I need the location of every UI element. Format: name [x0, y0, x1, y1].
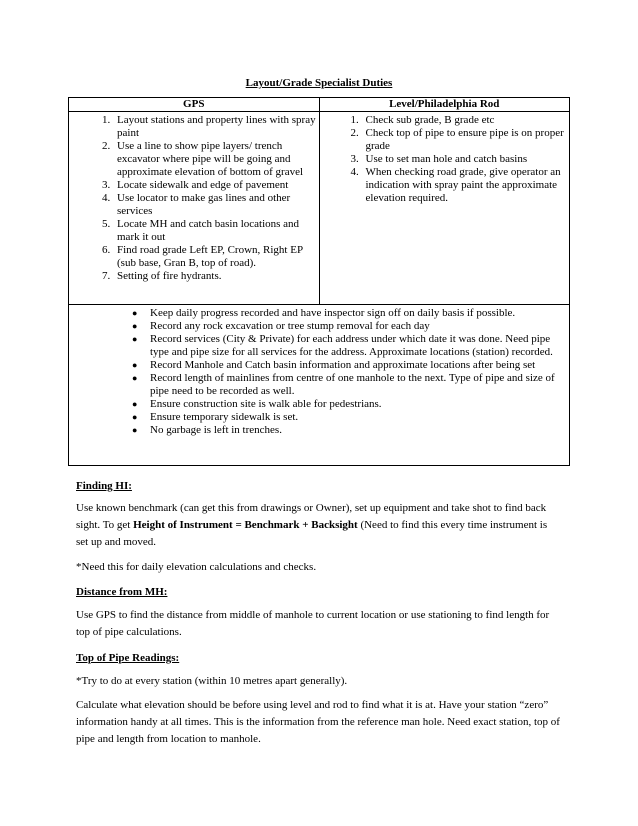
bullet-icon: ●	[132, 425, 138, 435]
finding-hi-text-end: (Need to find this every time instrument is set up and moved.	[76, 519, 548, 548]
gps-item: 3. Locate sidewalk and edge of pavement	[113, 179, 319, 192]
top-of-pipe-paragraph-1: *Try to do at every station (within 10 metres apart generally).	[76, 675, 348, 687]
level-item: 1. Check sub grade, B grade etc	[362, 114, 570, 127]
note-text: Keep daily progress recorded and have inspector sign off on daily basis if possible.	[150, 307, 516, 319]
finding-hi-note: *Need this for daily elevation calculations and checks.	[76, 561, 317, 573]
gps-item: 2. Use a line to show pipe layers/ trench excavator where pipe will be going and approximate elevation of bottom of gravel	[113, 140, 319, 179]
note-item	[132, 307, 569, 320]
gps-item: 5. Locate MH and catch basin locations and mark it out	[113, 218, 319, 244]
note-item	[132, 411, 569, 424]
bullet-icon: ●	[132, 308, 138, 318]
finding-hi-text-start: Use known benchmark (can get this from drawings or Owner), set up equipment and take shot to find back sight. To get	[76, 502, 547, 531]
table-header-row	[69, 98, 570, 112]
notes-cell	[69, 305, 570, 466]
note-item	[132, 424, 569, 437]
note-text: No garbage is left in trenches.	[150, 424, 282, 436]
bullet-icon: ●	[132, 373, 138, 383]
note-text: Ensure temporary sidewalk is set.	[150, 411, 299, 423]
bullet-icon: ●	[132, 399, 138, 409]
note-text: Record services (City & Private) for each address under which date it was done. Need pipe type and pipe size for all services for the address. Approximate locations (station) recorded.	[150, 333, 553, 358]
document-title: Layout/Grade Specialist Duties	[245, 77, 393, 89]
distance-paragraph: Use GPS to find the distance from middle of manhole to current location or use stationing to find length for top of pipe calculations.	[76, 609, 550, 638]
hi-formula: Height of Instrument = Benchmark + Backsight	[133, 519, 358, 531]
level-item: 2. Check top of pipe to ensure pipe is on proper grade	[362, 127, 570, 153]
finding-hi-heading: Finding HI:	[76, 480, 132, 492]
note-item	[132, 320, 569, 333]
note-item	[132, 398, 569, 411]
gps-item: 7. Setting of fire hydrants.	[113, 270, 319, 283]
note-text: Ensure construction site is walk able for pedestrians.	[150, 398, 382, 410]
bullet-icon: ●	[132, 321, 138, 331]
gps-cell	[69, 112, 320, 305]
gps-column-header: GPS	[69, 98, 320, 112]
table-notes-row	[69, 305, 570, 466]
bullet-icon: ●	[132, 360, 138, 370]
notes-list	[69, 307, 569, 437]
level-column-header: Level/Philadelphia Rod	[319, 98, 570, 112]
bullet-icon: ●	[132, 412, 138, 422]
note-text: Record any rock excavation or tree stump removal for each day	[150, 320, 430, 332]
gps-item: 4. Use locator to make gas lines and other services	[113, 192, 319, 218]
level-cell	[319, 112, 570, 305]
gps-list	[69, 114, 319, 283]
level-item: 4. When checking road grade, give operator an indication with spray paint the approximate elevation required.	[362, 166, 570, 205]
top-of-pipe-paragraph-2: Calculate what elevation should be before using level and rod to find what it is at. Have your station “zero” information handy at all times. This is the information from the reference man hole. Need exact station, top of pipe and length from location to manhole.	[76, 699, 560, 745]
note-text: Record length of mainlines from centre of one manhole to the next. Type of pipe and size of pipe need to be recorded as well.	[150, 372, 555, 397]
level-item: 3. Use to set man hole and catch basins	[362, 153, 570, 166]
note-text: Record Manhole and Catch basin information and approximate locations after being set	[150, 359, 536, 371]
level-list	[320, 114, 570, 205]
duties-table	[68, 97, 570, 466]
bullet-icon: ●	[132, 334, 138, 344]
finding-hi-paragraph	[76, 500, 562, 551]
table-lists-row	[69, 112, 570, 305]
note-item	[132, 333, 569, 359]
gps-item: 6. Find road grade Left EP, Crown, Right EP (sub base, Gran B, top of road).	[113, 244, 319, 270]
top-of-pipe-heading: Top of Pipe Readings:	[76, 652, 180, 664]
distance-heading: Distance from MH:	[76, 586, 168, 598]
gps-item: 1. Layout stations and property lines with spray paint	[113, 114, 319, 140]
note-item	[132, 359, 569, 372]
note-item	[132, 372, 569, 398]
